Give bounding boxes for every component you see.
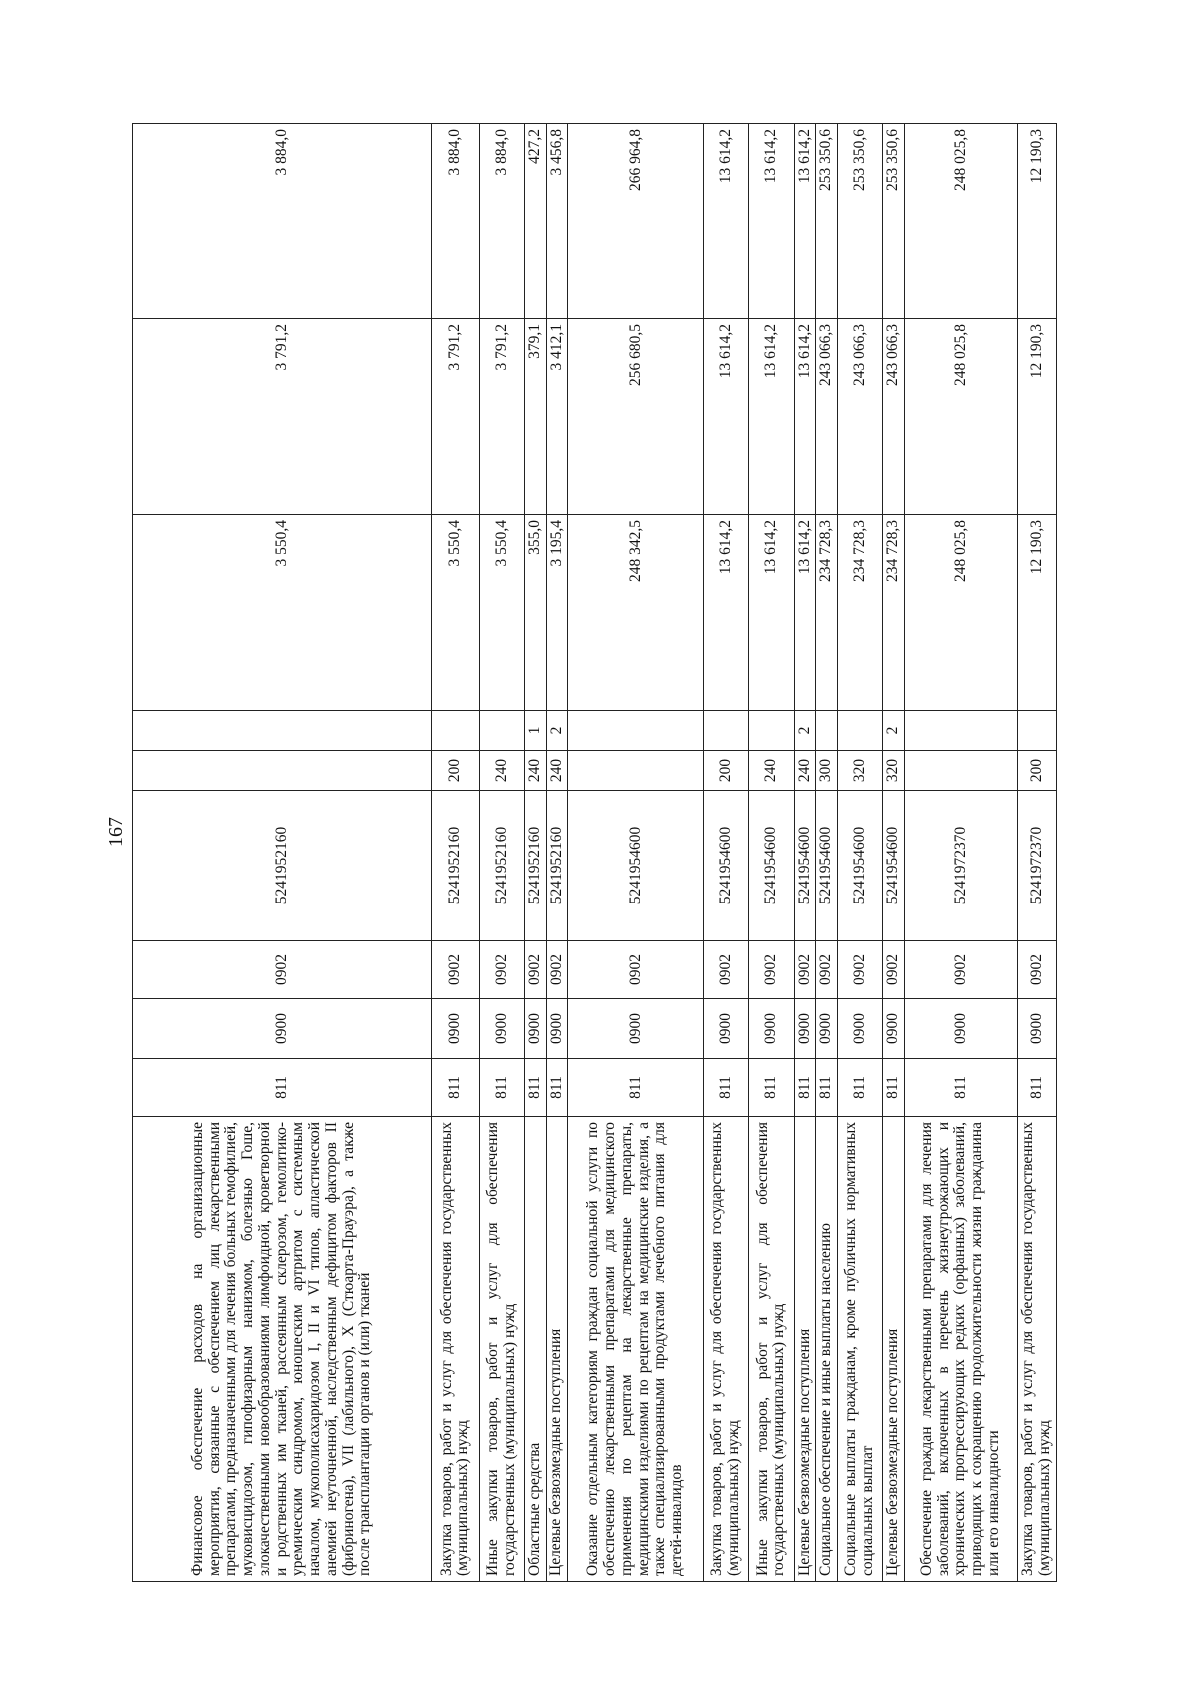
subsection-code: 0902 xyxy=(1017,941,1056,999)
amount-year-3: 13 614,2 xyxy=(794,124,816,319)
target-article-code: 5241952160 xyxy=(525,791,547,941)
table-row xyxy=(704,124,749,1582)
amount-year-1: 3 550,4 xyxy=(432,515,480,711)
table-row xyxy=(1017,124,1056,1582)
row-description: Областные средства xyxy=(525,1117,547,1582)
rotated-table-container xyxy=(132,124,1057,1582)
expense-type-code xyxy=(568,751,704,791)
amount-year-3: 427,2 xyxy=(525,124,547,319)
amount-year-2: 3 412,1 xyxy=(546,319,568,515)
funding-source-code xyxy=(133,711,432,751)
section-code: 0900 xyxy=(749,999,794,1059)
target-article-code: 5241954600 xyxy=(794,791,816,941)
funding-source-code: 2 xyxy=(882,711,904,751)
funding-source-code xyxy=(479,711,524,751)
amount-year-3: 248 025,8 xyxy=(904,124,1017,319)
amount-year-2: 13 614,2 xyxy=(749,319,794,515)
expense-type-code xyxy=(904,751,1017,791)
funding-source-code xyxy=(1017,711,1056,751)
subsection-code: 0902 xyxy=(794,941,816,999)
table-row xyxy=(816,124,838,1582)
section-code: 0900 xyxy=(525,999,547,1059)
row-description: Оказание отдельным категориям граждан социальной услуги по обеспечению лекарственными препаратами для медицинского применения по рецептам на лекарственные препараты, медицинскими изделиями по рецептам на медицинские изделия, а также специализированными продуктами лечебного питания для детей-инвалидов xyxy=(568,1117,704,1582)
table-row xyxy=(837,124,882,1582)
section-code: 0900 xyxy=(1017,999,1056,1059)
row-description: Закупка товаров, работ и услуг для обеспечения государственных (муниципальных) нужд xyxy=(704,1117,749,1582)
target-article-code: 5241954600 xyxy=(749,791,794,941)
target-article-code: 5241954600 xyxy=(882,791,904,941)
target-article-code: 5241972370 xyxy=(1017,791,1056,941)
amount-year-2: 3 791,2 xyxy=(432,319,480,515)
amount-year-1: 248 025,8 xyxy=(904,515,1017,711)
grbs-code: 811 xyxy=(525,1059,547,1117)
expense-type-code: 200 xyxy=(704,751,749,791)
section-code: 0900 xyxy=(837,999,882,1059)
funding-source-code xyxy=(904,711,1017,751)
grbs-code: 811 xyxy=(749,1059,794,1117)
expense-type-code: 240 xyxy=(546,751,568,791)
subsection-code: 0902 xyxy=(546,941,568,999)
target-article-code: 5241954600 xyxy=(704,791,749,941)
grbs-code: 811 xyxy=(904,1059,1017,1117)
amount-year-3: 253 350,6 xyxy=(882,124,904,319)
grbs-code: 811 xyxy=(816,1059,838,1117)
grbs-code: 811 xyxy=(794,1059,816,1117)
subsection-code: 0902 xyxy=(479,941,524,999)
grbs-code: 811 xyxy=(704,1059,749,1117)
amount-year-2: 12 190,3 xyxy=(1017,319,1056,515)
row-description: Целевые безвозмездные поступления xyxy=(882,1117,904,1582)
funding-source-code: 1 xyxy=(525,711,547,751)
amount-year-3: 3 884,0 xyxy=(133,124,432,319)
expense-type-code: 320 xyxy=(882,751,904,791)
table-row xyxy=(525,124,547,1582)
amount-year-2: 243 066,3 xyxy=(882,319,904,515)
amount-year-1: 234 728,3 xyxy=(882,515,904,711)
amount-year-1: 13 614,2 xyxy=(749,515,794,711)
amount-year-2: 13 614,2 xyxy=(704,319,749,515)
target-article-code: 5241954600 xyxy=(568,791,704,941)
table-body xyxy=(133,124,1057,1582)
table-row xyxy=(568,124,704,1582)
table-row xyxy=(133,124,432,1582)
funding-source-code xyxy=(432,711,480,751)
row-description: Целевые безвозмездные поступления xyxy=(546,1117,568,1582)
funding-source-code: 2 xyxy=(546,711,568,751)
amount-year-1: 234 728,3 xyxy=(837,515,882,711)
expense-type-code: 240 xyxy=(749,751,794,791)
table-row xyxy=(749,124,794,1582)
row-description: Закупка товаров, работ и услуг для обеспечения государственных (муниципальных) нужд xyxy=(432,1117,480,1582)
target-article-code: 5241952160 xyxy=(432,791,480,941)
table-row xyxy=(546,124,568,1582)
subsection-code: 0902 xyxy=(837,941,882,999)
section-code: 0900 xyxy=(133,999,432,1059)
target-article-code: 5241954600 xyxy=(816,791,838,941)
subsection-code: 0902 xyxy=(525,941,547,999)
amount-year-1: 3 550,4 xyxy=(479,515,524,711)
amount-year-3: 12 190,3 xyxy=(1017,124,1056,319)
amount-year-2: 13 614,2 xyxy=(794,319,816,515)
amount-year-1: 3 195,4 xyxy=(546,515,568,711)
amount-year-3: 253 350,6 xyxy=(816,124,838,319)
funding-source-code xyxy=(749,711,794,751)
subsection-code: 0902 xyxy=(133,941,432,999)
expense-type-code: 240 xyxy=(479,751,524,791)
expense-type-code: 320 xyxy=(837,751,882,791)
amount-year-2: 379,1 xyxy=(525,319,547,515)
subsection-code: 0902 xyxy=(749,941,794,999)
amount-year-1: 355,0 xyxy=(525,515,547,711)
funding-source-code xyxy=(704,711,749,751)
amount-year-1: 13 614,2 xyxy=(704,515,749,711)
expense-type-code: 200 xyxy=(432,751,480,791)
amount-year-1: 12 190,3 xyxy=(1017,515,1056,711)
amount-year-1: 13 614,2 xyxy=(794,515,816,711)
table-row xyxy=(432,124,480,1582)
target-article-code: 5241972370 xyxy=(904,791,1017,941)
section-code: 0900 xyxy=(546,999,568,1059)
subsection-code: 0902 xyxy=(882,941,904,999)
table-row xyxy=(479,124,524,1582)
row-description: Социальные выплаты гражданам, кроме публичных нормативных социальных выплат xyxy=(837,1117,882,1582)
subsection-code: 0902 xyxy=(816,941,838,999)
amount-year-2: 3 791,2 xyxy=(479,319,524,515)
amount-year-1: 3 550,4 xyxy=(133,515,432,711)
expense-type-code xyxy=(133,751,432,791)
amount-year-3: 3 884,0 xyxy=(432,124,480,319)
amount-year-3: 3 884,0 xyxy=(479,124,524,319)
section-code: 0900 xyxy=(882,999,904,1059)
subsection-code: 0902 xyxy=(568,941,704,999)
target-article-code: 5241952160 xyxy=(133,791,432,941)
amount-year-3: 3 456,8 xyxy=(546,124,568,319)
section-code: 0900 xyxy=(794,999,816,1059)
row-description: Обеспечение граждан лекарственными препаратами для лечения заболеваний, включенных в перечень жизнеугрожающих и хронических прогрессирующих редких (орфанных) заболеваний, приводящих к сокращению продолжительности жизни гражданина или его инвалидности xyxy=(904,1117,1017,1582)
table-row xyxy=(794,124,816,1582)
row-description: Социальное обеспечение и иные выплаты населению xyxy=(816,1117,838,1582)
amount-year-1: 234 728,3 xyxy=(816,515,838,711)
section-code: 0900 xyxy=(568,999,704,1059)
expense-type-code: 240 xyxy=(525,751,547,791)
expense-type-code: 200 xyxy=(1017,751,1056,791)
funding-source-code xyxy=(816,711,838,751)
expense-type-code: 300 xyxy=(816,751,838,791)
grbs-code: 811 xyxy=(568,1059,704,1117)
target-article-code: 5241952160 xyxy=(479,791,524,941)
page-number: 167 xyxy=(105,817,127,847)
amount-year-2: 243 066,3 xyxy=(837,319,882,515)
row-description: Финансовое обеспечение расходов на организационные мероприятия, связанные с обеспечением лиц лекарственными препаратами, предназначенными для лечения больных гемофилией, муковисцидозом, гипофизарным нанизмом, болезнью Гоше, злокачественными новообразованиями лимфоидной, кроветворной и родственных им тканей, рассеянным склерозом, гемолитико-уремическим синдромом, юношеским артритом с системным началом, мукополисахаридозом I, II и VI типов, апластической анемией неуточненной, наследственным дефицитом факторов II (фибриногена), VII (лабильного), X (Стюарта-Прауэра), а также после трансплантации органов и (или) тканей xyxy=(133,1117,432,1582)
amount-year-1: 248 342,5 xyxy=(568,515,704,711)
section-code: 0900 xyxy=(816,999,838,1059)
grbs-code: 811 xyxy=(432,1059,480,1117)
section-code: 0900 xyxy=(704,999,749,1059)
subsection-code: 0902 xyxy=(904,941,1017,999)
funding-source-code: 2 xyxy=(794,711,816,751)
subsection-code: 0902 xyxy=(704,941,749,999)
grbs-code: 811 xyxy=(837,1059,882,1117)
grbs-code: 811 xyxy=(546,1059,568,1117)
row-description: Иные закупки товаров, работ и услуг для обеспечения государственных (муниципальных) нужд xyxy=(479,1117,524,1582)
grbs-code: 811 xyxy=(882,1059,904,1117)
row-description: Закупка товаров, работ и услуг для обеспечения государственных (муниципальных) нужд xyxy=(1017,1117,1056,1582)
grbs-code: 811 xyxy=(1017,1059,1056,1117)
row-description: Целевые безвозмездные поступления xyxy=(794,1117,816,1582)
grbs-code: 811 xyxy=(479,1059,524,1117)
subsection-code: 0902 xyxy=(432,941,480,999)
funding-source-code xyxy=(837,711,882,751)
amount-year-3: 13 614,2 xyxy=(704,124,749,319)
section-code: 0900 xyxy=(432,999,480,1059)
section-code: 0900 xyxy=(479,999,524,1059)
expense-type-code: 240 xyxy=(794,751,816,791)
section-code: 0900 xyxy=(904,999,1017,1059)
amount-year-2: 3 791,2 xyxy=(133,319,432,515)
grbs-code: 811 xyxy=(133,1059,432,1117)
table-row xyxy=(882,124,904,1582)
target-article-code: 5241952160 xyxy=(546,791,568,941)
amount-year-3: 266 964,8 xyxy=(568,124,704,319)
amount-year-3: 13 614,2 xyxy=(749,124,794,319)
row-description: Иные закупки товаров, работ и услуг для обеспечения государственных (муниципальных) нужд xyxy=(749,1117,794,1582)
budget-table xyxy=(132,123,1057,1582)
funding-source-code xyxy=(568,711,704,751)
amount-year-2: 248 025,8 xyxy=(904,319,1017,515)
target-article-code: 5241954600 xyxy=(837,791,882,941)
amount-year-2: 256 680,5 xyxy=(568,319,704,515)
amount-year-2: 243 066,3 xyxy=(816,319,838,515)
table-row xyxy=(904,124,1017,1582)
amount-year-3: 253 350,6 xyxy=(837,124,882,319)
